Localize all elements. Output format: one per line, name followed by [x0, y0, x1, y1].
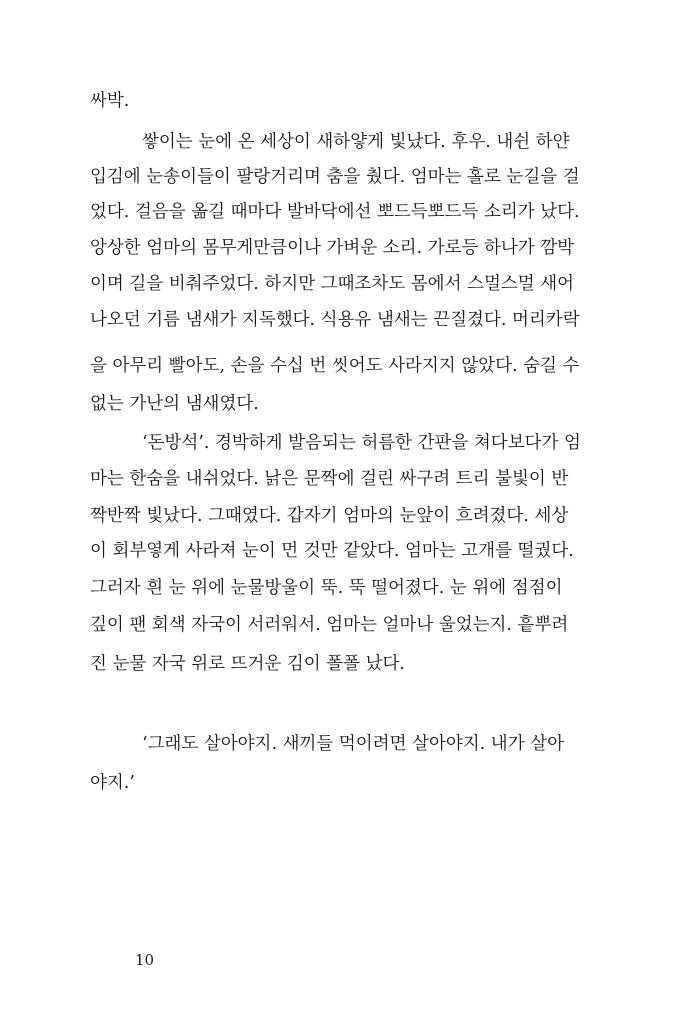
text-line: 깊이 팬 회색 자국이 서러워서. 엄마는 얼마나 울었는지. 흩뿌려 — [90, 615, 569, 635]
text-line: 을 아무리 빨아도, 손을 수십 번 씻어도 사라지지 않았다. 숨길 수 — [90, 356, 580, 376]
text-line: 이며 길을 비춰주었다. 하지만 그때조차도 몸에서 스멀스멀 새어 — [90, 274, 575, 294]
text-line: 이 회부옇게 사라져 눈이 먼 것만 같았다. 엄마는 고개를 떨궜다. — [90, 541, 574, 561]
text-line: ‘돈방석’. 경박하게 발음되는 허름한 간판을 쳐다보다가 엄 — [142, 433, 581, 453]
text-line: 쌓이는 눈에 온 세상이 새하얗게 빛났다. 후우. 내쉰 하얀 — [142, 132, 570, 152]
text-line: 었다. 걸음을 옮길 때마다 발바닥에선 뽀드득뽀드득 소리가 났다. — [90, 202, 580, 222]
text-line: 앙상한 엄마의 몸무게만큼이나 가벼운 소리. 가로등 하나가 깜박 — [90, 238, 575, 258]
text-line: 마는 한숨을 내쉬었다. 낡은 문짝에 걸린 싸구려 트리 불빛이 반 — [90, 469, 569, 489]
text-line: 입김에 눈송이들이 팔랑거리며 춤을 췄다. 엄마는 홀로 눈길을 걸 — [90, 167, 580, 187]
text-line: 그러자 흰 눈 위에 눈물방울이 뚝. 뚝 떨어졌다. 눈 위에 점점이 — [90, 578, 563, 598]
text-line: 야지.’ — [90, 773, 135, 793]
text-line: ‘그래도 살아야지. 새끼들 먹이려면 살아야지. 내가 살아 — [142, 734, 564, 754]
text-line: 없는 가난의 냄새였다. — [90, 394, 259, 414]
text-line: 싸박. — [90, 91, 130, 111]
page-number: 10 — [135, 951, 155, 969]
text-line: 나오던 기름 냄새가 지독했다. 식용유 냄새는 끈질겼다. 머리카락 — [90, 310, 580, 330]
text-line: 짝반짝 빛났다. 그때였다. 갑자기 엄마의 눈앞이 흐려졌다. 세상 — [90, 506, 569, 526]
text-line: 진 눈물 자국 위로 뜨거운 김이 폴폴 났다. — [90, 654, 405, 674]
